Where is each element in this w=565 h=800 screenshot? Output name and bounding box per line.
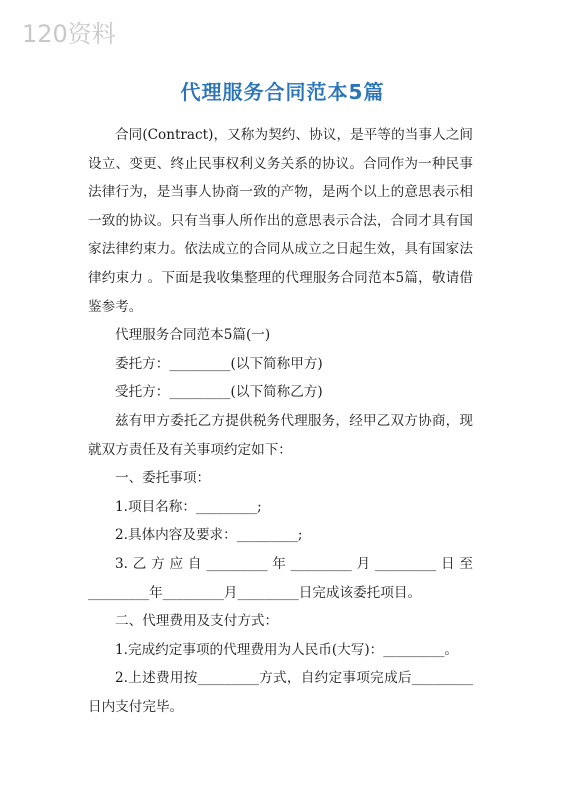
- document-body: [88, 121, 473, 721]
- clause-heading-1: 一、委托事项：: [115, 470, 211, 487]
- clause-item: 1.完成约定事项的代理费用为人民币(大写)：_________。: [115, 641, 459, 658]
- clause-item: 2.上述费用按_________方式，自约定事项完成后_________日内支付完毕。: [88, 670, 473, 715]
- section-heading: 代理服务合同范本5篇(一): [115, 327, 271, 344]
- watermark-logo: 120资料: [22, 20, 116, 48]
- document-title: 代理服务合同范本5篇: [180, 80, 385, 104]
- agreement-preamble: 兹有甲方委托乙方提供税务代理服务，经甲乙双方协商，现就双方责任及有关事项约定如下：: [88, 412, 473, 458]
- clause-heading-2: 二、代理费用及支付方式：: [115, 613, 279, 630]
- clause-item: 1.项目名称：_________;: [115, 498, 262, 515]
- intro-paragraph: 合同(Contract)，又称为契约、协议，是平等的当事人之间设立、变更、终止民事权利义务关系的协议。合同作为一种民事法律行为，是当事人协商一致的产物，是两个以上的意思表示相一致的协议。只有当事人所作出的意思表示合法，合同才具有国家法律约束力。依法成立的合同从成立之日起生效，具有国家法律约束力 。下面是我收集整理的代理服务合同范本5篇，敬请借鉴参考。: [88, 127, 473, 315]
- agent-party-line: 受托方：_________(以下简称乙方): [115, 384, 323, 401]
- clause-item: 3.乙方应自_________年_________月_________日至_________年_________月_________日完成该委托项目。: [88, 555, 473, 601]
- client-party-line: 委托方：_________(以下简称甲方): [115, 355, 323, 372]
- clause-item: 2.具体内容及要求：_________;: [115, 527, 303, 544]
